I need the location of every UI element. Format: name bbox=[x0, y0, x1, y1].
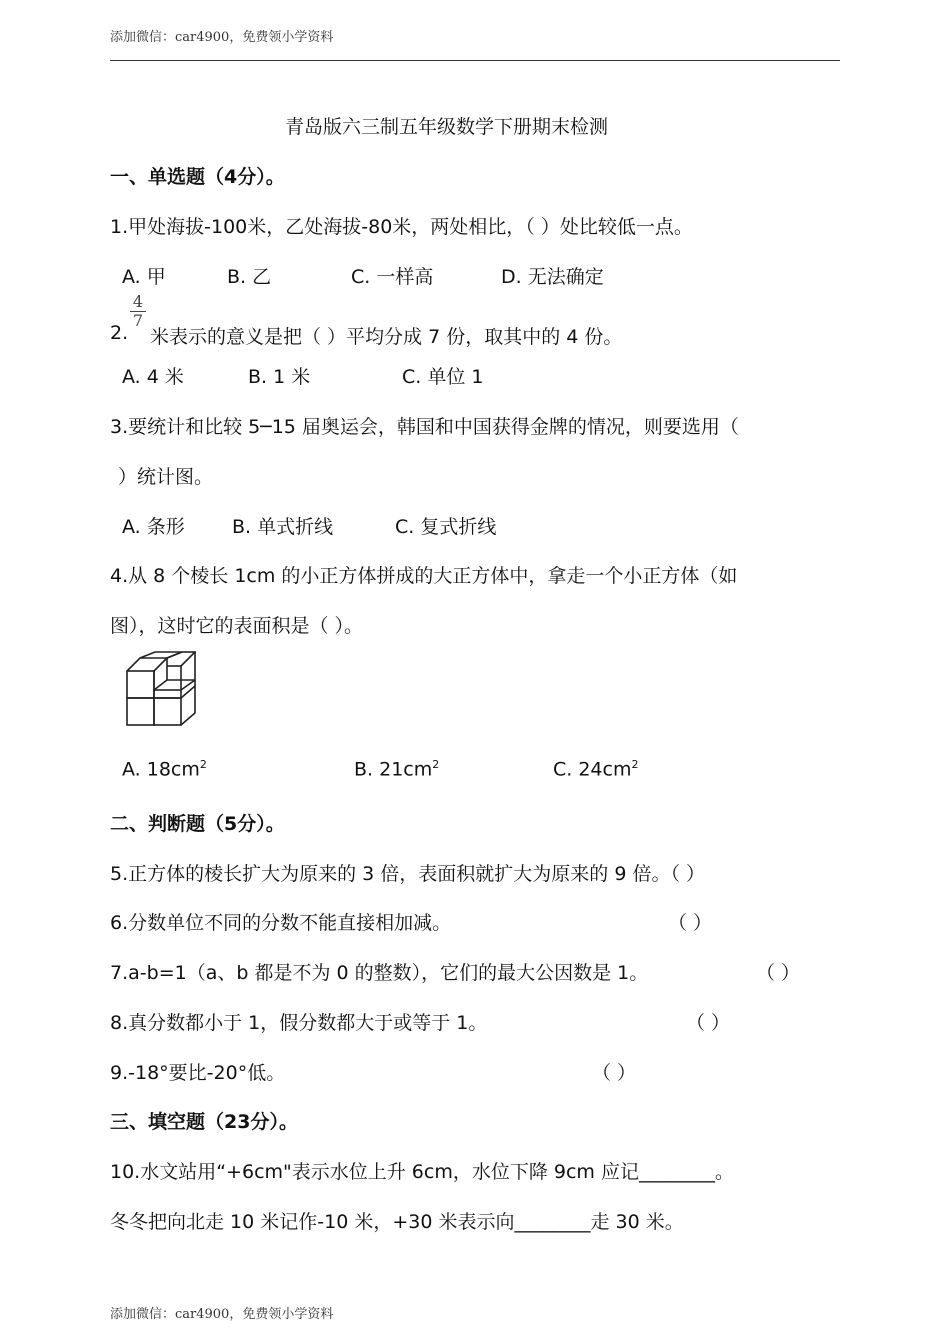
fraction-four-sevenths bbox=[130, 294, 146, 329]
question-3-line2: ）统计图。 bbox=[118, 466, 214, 488]
fraction-numerator: 4 bbox=[132, 292, 144, 311]
q1-option-d: D. 无法确定 bbox=[501, 266, 604, 288]
page-title: 青岛版六三制五年级数学下册期末检测 bbox=[285, 116, 609, 138]
q2-option-a: A. 4 米 bbox=[122, 366, 184, 388]
question-2: 米表示的意义是把（ ）平均分成 7 份，取其中的 4 份。 bbox=[150, 326, 623, 348]
question-9-answer-paren: （ ） bbox=[592, 1062, 637, 1084]
question-8-answer-paren: （ ） bbox=[686, 1012, 731, 1034]
question-6-answer-paren: （ ） bbox=[668, 912, 713, 934]
q2-option-c: C. 单位 1 bbox=[402, 366, 484, 388]
question-1: 1.甲处海拔-100米，乙处海拔-80米，两处相比，（ ）处比较低一点。 bbox=[110, 216, 693, 238]
section-heading-fill-in: 三、填空题（23分）。 bbox=[110, 1111, 298, 1133]
page-footer: 添加微信：car4900，免费领小学资料 bbox=[110, 1307, 334, 1322]
q1-option-a: A. 甲 bbox=[122, 266, 166, 288]
question-6: 6.分数单位不同的分数不能直接相加减。 bbox=[110, 912, 452, 934]
question-5: 5.正方体的棱长扩大为原来的 3 倍，表面积就扩大为原来的 9 倍。（ ） bbox=[110, 863, 706, 885]
section-heading-single-choice: 一、单选题（4分）。 bbox=[110, 166, 285, 188]
question-7-answer-paren: （ ） bbox=[756, 962, 801, 984]
fraction-denominator: 7 bbox=[132, 311, 144, 330]
question-7: 7.a-b=1（a、b 都是不为 0 的整数），它们的最大公因数是 1。 bbox=[110, 962, 649, 984]
question-10-line1: 10.水文站用“+6cm"表示水位上升 6cm，水位下降 9cm 应记________。 bbox=[110, 1161, 734, 1183]
q4-option-c: C. $24cm^2$ bbox=[553, 758, 639, 781]
q4-option-b: B. $21cm^2$ bbox=[354, 758, 440, 781]
question-4-line2: 图），这时它的表面积是（ ）。 bbox=[110, 615, 364, 637]
q3-option-c: C. 复式折线 bbox=[395, 516, 497, 538]
q2-option-b: B. 1 米 bbox=[248, 366, 311, 388]
q4-option-a: A. $18cm^2$ bbox=[122, 758, 207, 781]
header-divider bbox=[110, 60, 840, 61]
q3-option-a: A. 条形 bbox=[122, 516, 185, 538]
question-3-line1: 3.要统计和比较 5─15 届奥运会，韩国和中国获得金牌的情况，则要选用（ bbox=[110, 416, 739, 438]
question-10-line2: 冬冬把向北走 10 米记作-10 米，+30 米表示向________走 30 米。 bbox=[110, 1211, 684, 1233]
cube-diagram bbox=[120, 648, 202, 732]
q1-option-b: B. 乙 bbox=[227, 266, 272, 288]
question-2-number: 2. bbox=[110, 322, 129, 344]
question-9: 9.-18°要比-20°低。 bbox=[110, 1062, 286, 1084]
question-8: 8.真分数都小于 1，假分数都大于或等于 1。 bbox=[110, 1012, 488, 1034]
q3-option-b: B. 单式折线 bbox=[232, 516, 334, 538]
q1-option-c: C. 一样高 bbox=[351, 266, 434, 288]
section-heading-true-false: 二、判断题（5分）。 bbox=[110, 813, 285, 835]
page-header: 添加微信：car4900，免费领小学资料 bbox=[110, 30, 334, 45]
question-4-line1: 4.从 8 个棱长 1cm 的小正方体拼成的大正方体中，拿走一个小正方体（如 bbox=[110, 565, 738, 587]
